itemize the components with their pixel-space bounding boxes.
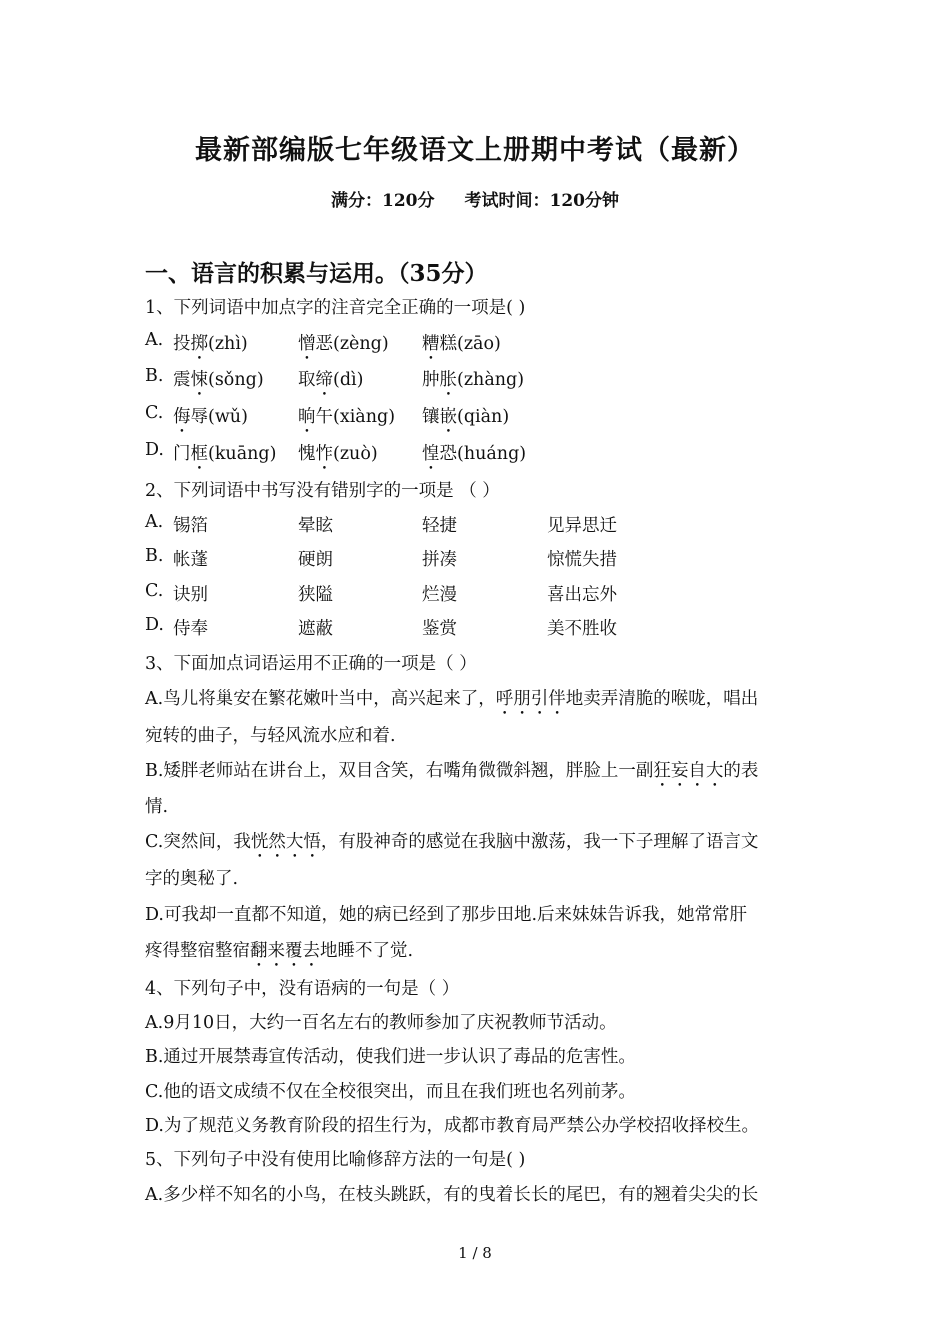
q1-b-word-2: 取缔(dì) — [298, 370, 364, 390]
q4-option-a: A.9月10日，大约一百名左右的教师参加了庆祝教师节活动。 — [145, 1013, 617, 1033]
q5-stem: 5、下列句子中没有使用比喻修辞方法的一句是( ) — [145, 1150, 526, 1170]
section-heading: 一、语言的积累与运用。（35分） — [145, 260, 488, 287]
q5-option-a: A.多少样不知名的小鸟，在枝头跳跃，有的曳着长长的尾巴，有的翘着尖尖的长 — [145, 1185, 759, 1205]
q3-stem: 3、下面加点词语运用不正确的一项是（ ） — [145, 654, 477, 674]
q1-stem: 1、下列词语中加点字的注音完全正确的一项是( ) — [145, 298, 526, 318]
q1-a-word-1: 投掷(zhì) — [173, 334, 248, 354]
q3-option-c: C.突然间，我恍然大悟，有股神奇的感觉在我脑中激荡，我一下子理解了语言文 — [145, 832, 759, 852]
q3-option-d-cont: 疼得整宿整宿翻来覆去地睡不了觉. — [145, 941, 414, 961]
q1-b-word-1: 震悚(sǒng) — [173, 370, 264, 390]
q1-d-word-1: 门框(kuāng) — [173, 444, 277, 464]
exam-meta — [0, 186, 950, 211]
page-title: 最新部编版七年级语文上册期中考试（最新） — [195, 135, 755, 166]
page-number: 1 / 8 — [458, 1244, 492, 1262]
q1-d-word-2: 愧怍(zuò) — [298, 444, 378, 464]
q3-option-b-cont: 情. — [145, 797, 169, 817]
q1-a-word-2: 憎恶(zèng) — [298, 334, 389, 354]
exam-time: 考试时间：120分钟 — [464, 191, 619, 211]
q3-option-d: D.可我却一直都不知道，她的病已经到了那步田地.后来妹妹告诉我，她常常肝 — [145, 905, 748, 925]
q1-d-word-3: 惶恐(huáng) — [422, 444, 527, 464]
q1-a-word-3: 糟糕(zāo) — [422, 334, 501, 354]
full-score: 满分：120分 — [331, 191, 435, 211]
q1-c-word-1: 侮辱(wǔ) — [173, 407, 248, 427]
q4-option-d: D.为了规范义务教育阶段的招生行为，成都市教育局严禁公办学校招收择校生。 — [145, 1116, 759, 1136]
q2-stem: 2、下列词语中书写没有错别字的一项是 （ ） — [145, 481, 500, 501]
q3-option-b: B.矮胖老师站在讲台上，双目含笑，右嘴角微微斜翘，胖脸上一副狂妄自大的表 — [145, 761, 759, 781]
q3-option-c-cont: 字的奥秘了. — [145, 869, 239, 889]
q4-stem: 4、下列句子中，没有语病的一句是（ ） — [145, 979, 460, 999]
q4-option-b: B.通过开展禁毒宣传活动，使我们进一步认识了毒品的危害性。 — [145, 1047, 636, 1067]
q3-option-a-cont: 宛转的曲子，与轻风流水应和着. — [145, 726, 396, 746]
q1-c-word-3: 镶嵌(qiàn) — [422, 407, 510, 427]
q1-b-word-3: 肿胀(zhàng) — [422, 370, 525, 390]
q3-option-a: A.鸟儿将巢安在繁花嫩叶当中，高兴起来了，呼朋引伴地卖弄清脆的喉咙，唱出 — [145, 689, 759, 709]
q4-option-c: C.他的语文成绩不仅在全校很突出，而且在我们班也名列前茅。 — [145, 1082, 636, 1102]
q1-c-word-2: 晌午(xiàng) — [298, 407, 396, 427]
